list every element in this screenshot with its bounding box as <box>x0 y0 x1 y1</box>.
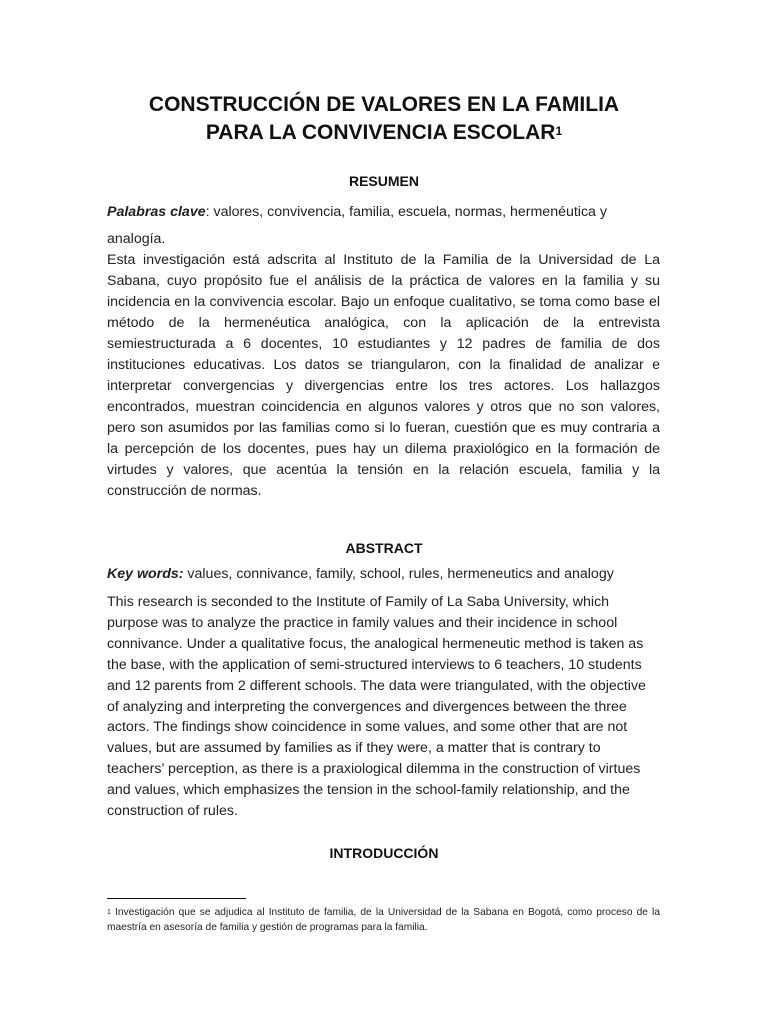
footnote-separator <box>107 898 246 899</box>
introduccion-heading: INTRODUCCIÓN <box>329 845 439 861</box>
footnote-mark: 1 <box>107 909 111 916</box>
abstract-keywords <box>107 565 660 583</box>
footnote <box>107 905 660 935</box>
title-line-1: CONSTRUCCIÓN DE VALORES EN LA FAMILIA <box>148 93 620 116</box>
abstract-heading: ABSTRACT <box>345 540 423 556</box>
abstract-keywords-text: values, connivance, family, school, rules, hermeneutics and analogy <box>183 566 614 582</box>
paper-title <box>0 91 768 147</box>
resumen-body: Esta investigación está adscrita al Instituto de la Familia de la Universidad de La Sabana, cuyo propósito fue el análisis de la práctica de valores en la familia y su incidencia en la convivencia escolar. Bajo un enfoque cualitativo, se toma como base el método de la hermenéutica analógica, con la aplicación de la entrevista semiestructurada a 6 docentes, 10 estudiantes y 12 padres de familia de dos instituciones educativas. Los datos se triangularon, con la finalidad de analizar e interpretar convergencias y divergencias entre los tres actores. Los hallazgos encontrados, muestran coincidencia en algunos valores y otros que no son valores, pero son asumidos por las familias como si lo fueran, cuestión que es muy contraria a la percepción de los docentes, pues hay un dilema praxiológico en la formación de virtudes y valores, que acentúa la tensión en la relación escuela, familia y la construcción de normas. <box>107 252 660 499</box>
resumen-heading: RESUMEN <box>348 173 419 189</box>
title-line-2-text: PARA LA CONVIVENCIA ESCOLAR <box>205 121 556 144</box>
resumen-keywords-text: : valores, convivencia, familia, escuela, normas, hermenéutica y analogía. <box>107 204 607 247</box>
resumen-keywords-label: Palabras clave <box>107 204 206 220</box>
resumen-keywords <box>107 199 660 253</box>
title-line-2 <box>0 119 768 147</box>
abstract-keywords-label: Key words: <box>107 566 184 582</box>
footnote-text: Investigación que se adjudica al Instituto de familia, de la Universidad de la Sabana en Bogotá, como proceso de la maestría en asesoría de familia y gestión de programas para la familia. <box>107 907 660 933</box>
title-footnote-mark: 1 <box>555 124 563 138</box>
abstract-body: This research is seconded to the Institute of Family of La Saba University, which purpose was to analyze the practice in family values and their incidence in school connivance. Under a qualitative focus, the analogical hermeneutic method is taken as the base, with the application of semi-structured interviews to 6 teachers, 10 students and 12 parents from 2 different schools. The data were triangulated, with the objective of analyzing and interpreting the convergences and divergences between the three actors. The findings show coincidence in some values, and some other that are not values, but are assumed by families as if they were, a matter that is contrary to teachers’ perception, as there is a praxiological dilemma in the construction of virtues and values, which emphasizes the tension in the school-family relationship, and the construction of rules. <box>107 594 646 820</box>
